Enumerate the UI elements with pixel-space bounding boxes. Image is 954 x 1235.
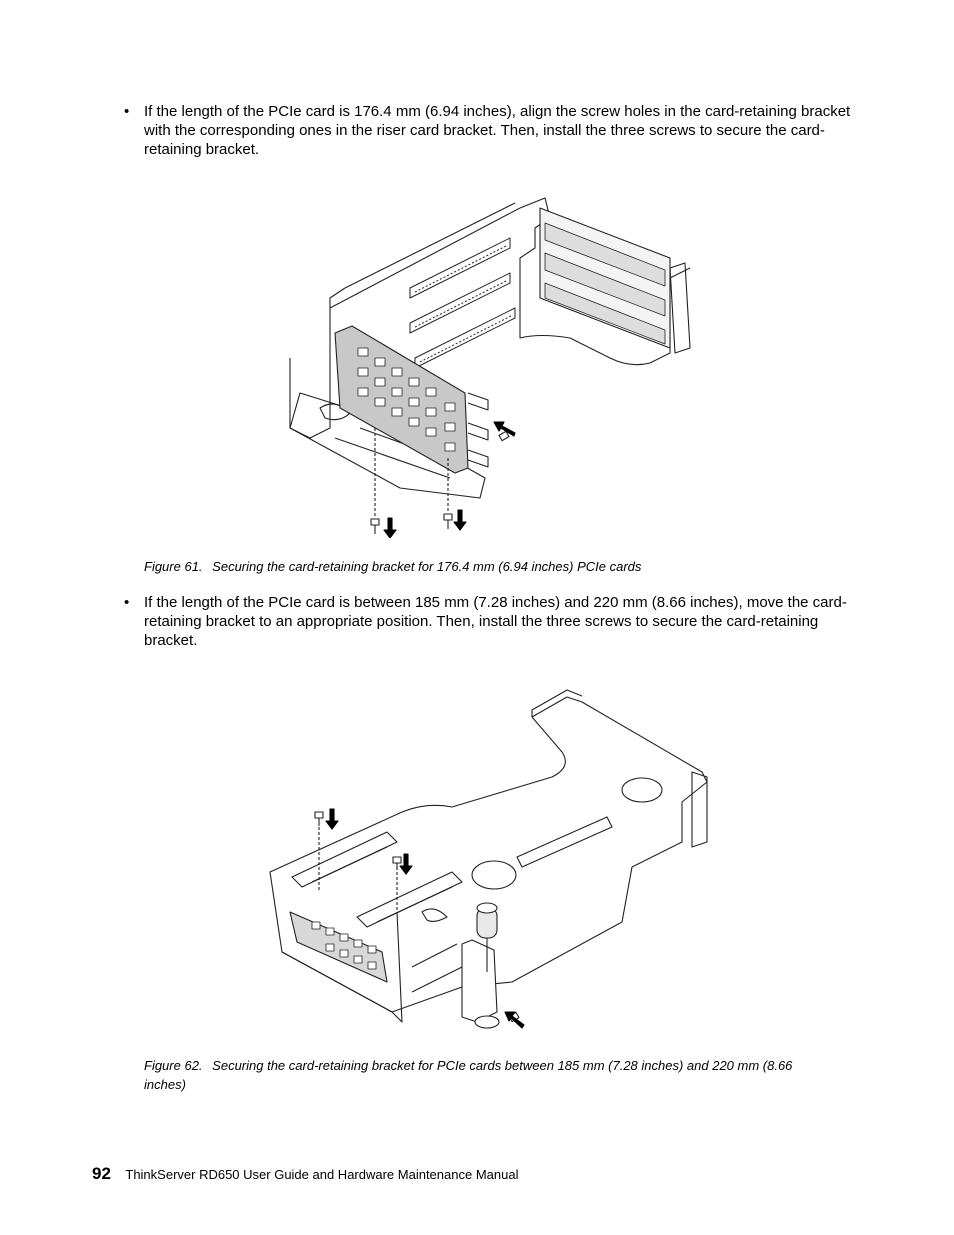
riser-bracket-illustration-1 — [270, 188, 700, 538]
bullet-text: If the length of the PCIe card is between 185 mm (7.28 inches) and 220 mm (8.66 inches), move the card-retaining bracket to an appropriate position. Then, install the three screws to secure the card-retaining bracket. — [144, 594, 847, 649]
page-footer — [92, 1164, 518, 1184]
figure-label: Figure 61. — [144, 559, 203, 574]
figure-caption-text: Securing the card-retaining bracket for 176.4 mm (6.94 inches) PCIe cards — [212, 559, 642, 574]
bullet-symbol: • — [124, 103, 130, 120]
manual-title: ThinkServer RD650 User Guide and Hardware Maintenance Manual — [125, 1167, 519, 1182]
bullet-symbol: • — [124, 594, 130, 611]
riser-bracket-illustration-2 — [262, 682, 732, 1032]
bullet-item-2 — [124, 593, 854, 650]
bullet-text: If the length of the PCIe card is 176.4 mm (6.94 inches), align the screw holes in the card-retaining bracket with the corresponding ones in the riser card bracket. Then, install the three screws to secure the card-retaining bracket. — [144, 103, 851, 158]
figure-caption-61 — [144, 557, 834, 576]
figure-caption-62 — [144, 1056, 834, 1094]
figure-label: Figure 62. — [144, 1058, 203, 1073]
figure-caption-text: Securing the card-retaining bracket for PCIe cards between 185 mm (7.28 inches) and 220 mm (8.66 inches) — [144, 1058, 793, 1092]
page-number: 92 — [92, 1164, 111, 1183]
bullet-item-1 — [124, 102, 854, 159]
